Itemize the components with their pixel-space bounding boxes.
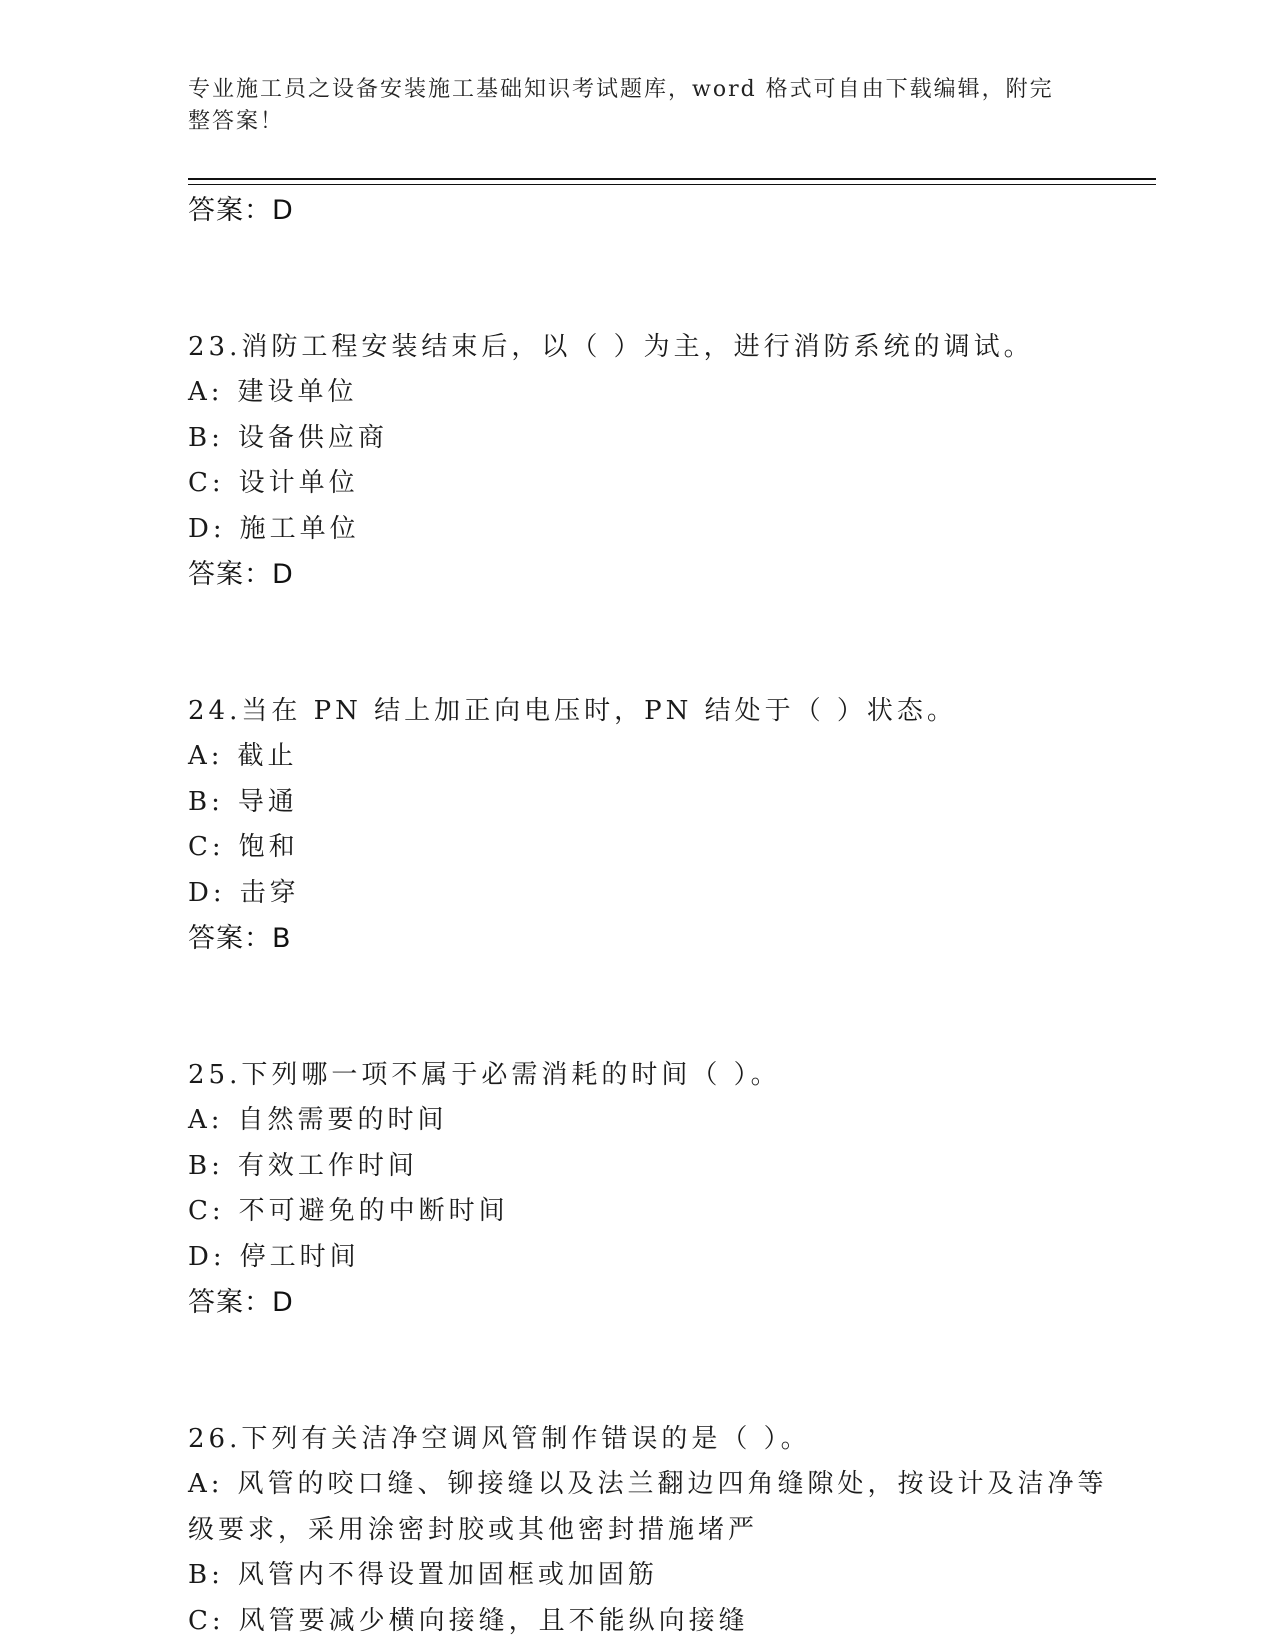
option-label: D: bbox=[188, 513, 226, 544]
option-text: 有效工作时间 bbox=[237, 1150, 418, 1181]
question-24 bbox=[188, 689, 1148, 962]
option-b bbox=[188, 416, 1148, 462]
option-text: 停工时间 bbox=[239, 1241, 360, 1272]
question-26 bbox=[188, 1417, 1148, 1645]
option-a bbox=[188, 370, 1148, 416]
option-label: D: bbox=[188, 877, 226, 908]
answer-line: 答案：D bbox=[188, 1287, 294, 1318]
question-stem: 24.当在 PN 结上加正向电压时，PN 结处于（ ）状态。 bbox=[188, 695, 957, 726]
option-label: A: bbox=[188, 1469, 224, 1499]
option-text: 设计单位 bbox=[238, 468, 359, 498]
option-text: 设备供应商 bbox=[237, 422, 388, 453]
option-a bbox=[188, 1098, 1148, 1144]
option-text: 建设单位 bbox=[237, 377, 358, 407]
option-text: 施工单位 bbox=[239, 513, 360, 544]
option-text: 风管要减少横向接缝，且不能纵向接缝 bbox=[238, 1605, 749, 1636]
option-label: A: bbox=[188, 741, 224, 771]
option-label: C: bbox=[188, 1605, 225, 1636]
option-c bbox=[188, 1189, 1148, 1235]
option-label: B: bbox=[188, 786, 224, 817]
option-text: 不可避免的中断时间 bbox=[238, 1196, 509, 1226]
option-label: A: bbox=[188, 1105, 224, 1135]
option-b bbox=[188, 1553, 1148, 1599]
page-header bbox=[188, 74, 1088, 138]
header-line-1: 专业施工员之设备安装施工基础知识考试题库，word 格式可自由下载编辑，附完 bbox=[188, 77, 1054, 102]
option-text: 导通 bbox=[237, 786, 298, 817]
option-label: C: bbox=[188, 832, 225, 862]
option-text: 击穿 bbox=[239, 877, 300, 908]
option-c bbox=[188, 1599, 1148, 1645]
option-label: B: bbox=[188, 422, 224, 453]
option-a-continuation: 级要求，采用涂密封胶或其他密封措施堵严 bbox=[188, 1514, 759, 1545]
option-text: 截止 bbox=[237, 741, 298, 771]
spacer bbox=[188, 598, 1148, 689]
option-text: 风管的咬口缝、铆接缝以及法兰翻边四角缝隙处，按设计及洁净等 bbox=[237, 1469, 1108, 1499]
question-25 bbox=[188, 1053, 1148, 1326]
option-a bbox=[188, 1462, 1148, 1508]
option-label: B: bbox=[188, 1560, 224, 1590]
question-stem: 23.消防工程安装结束后，以（ ）为主，进行消防系统的调试。 bbox=[188, 331, 1034, 362]
option-d bbox=[188, 871, 1148, 917]
option-d bbox=[188, 1235, 1148, 1281]
option-d bbox=[188, 507, 1148, 553]
option-text: 风管内不得设置加固框或加固筋 bbox=[237, 1560, 658, 1590]
option-label: D: bbox=[188, 1241, 226, 1272]
question-23 bbox=[188, 325, 1148, 598]
question-stem: 25.下列哪一项不属于必需消耗的时间（ ）。 bbox=[188, 1059, 781, 1090]
spacer bbox=[188, 1326, 1148, 1417]
question-list bbox=[188, 188, 1148, 1644]
option-text: 自然需要的时间 bbox=[237, 1105, 448, 1135]
option-label: C: bbox=[188, 1196, 225, 1226]
question-stem: 26.下列有关洁净空调风管制作错误的是（ ）。 bbox=[188, 1423, 811, 1454]
answer-line: 答案：B bbox=[188, 923, 292, 954]
header-rule-thin bbox=[188, 184, 1156, 185]
option-a bbox=[188, 734, 1148, 780]
option-label: A: bbox=[188, 377, 224, 407]
option-text: 饱和 bbox=[238, 832, 299, 862]
header-line-2: 整答案！ bbox=[188, 109, 285, 134]
option-b bbox=[188, 1144, 1148, 1190]
header-rule-thick bbox=[188, 178, 1156, 180]
option-label: B: bbox=[188, 1150, 224, 1181]
option-c bbox=[188, 461, 1148, 507]
previous-answer: 答案：D bbox=[188, 195, 294, 226]
spacer bbox=[188, 962, 1148, 1053]
option-b bbox=[188, 780, 1148, 826]
spacer bbox=[188, 234, 1148, 325]
answer-line: 答案：D bbox=[188, 559, 294, 590]
option-label: C: bbox=[188, 468, 225, 498]
option-c bbox=[188, 825, 1148, 871]
